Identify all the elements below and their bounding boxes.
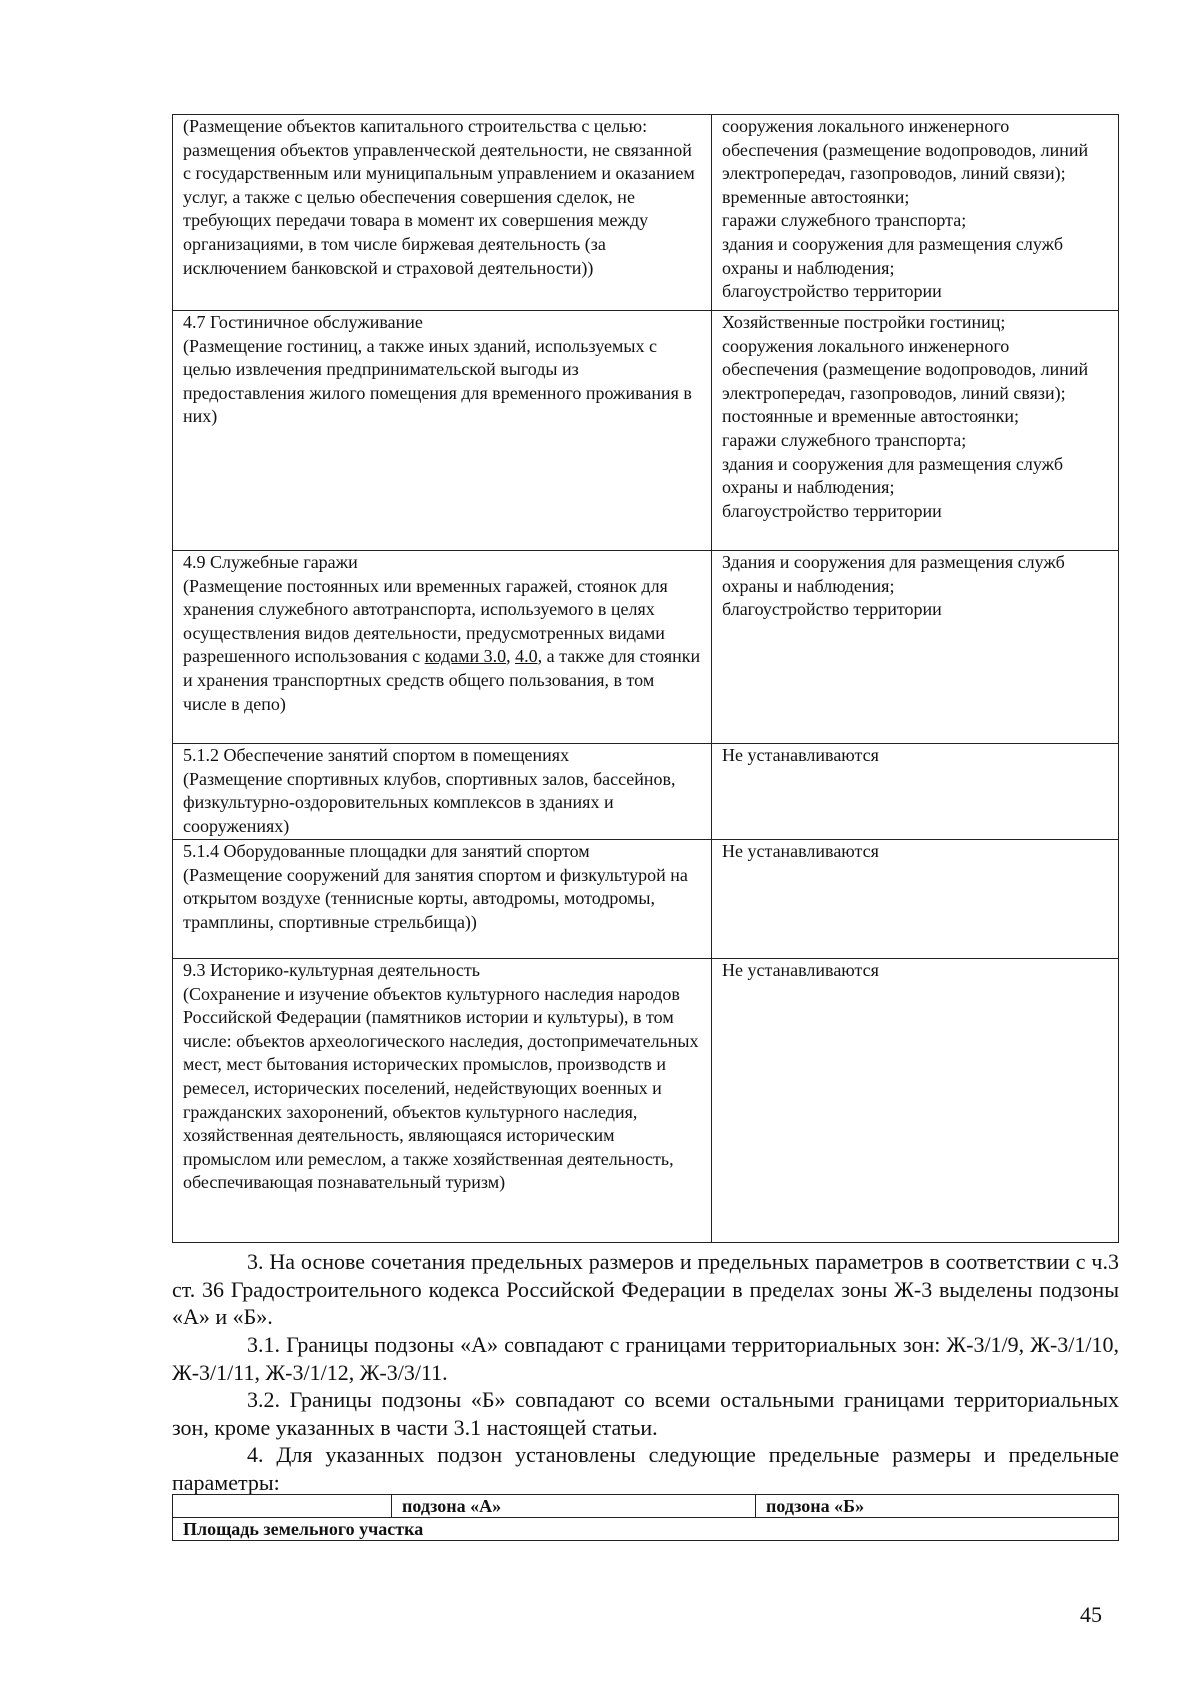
use-description [173,551,712,744]
code-link[interactable]: 4.0 [515,646,538,667]
auxiliary-uses: Хозяйственные постройки гостиниц; сооружения локального инженерного обеспечения (размещение водопроводов, линий электропередач, газопроводов, линий связи); постоянные и временные автостоянки; гаражи служебного транспорта; здания и сооружения для размещения служб охраны и наблюдения; благоустройство территории [712,311,1119,551]
auxiliary-uses: Здания и сооружения для размещения служб охраны и наблюдения; благоустройство территории [712,551,1119,744]
table-row [173,959,1119,1243]
use-description: 5.1.2 Обеспечение занятий спортом в помещениях (Размещение спортивных клубов, спортивных залов, бассейнов, физкультурно-оздоровительных комплексов в зданиях и сооружениях) [173,744,712,840]
use-description: 5.1.4 Оборудованные площадки для занятий спортом (Размещение сооружений для занятия спортом и физкультурой на открытом воздухе (теннисные корты, автодромы, мотодромы, трамплины, спортивные стрельбища)) [173,840,712,959]
permitted-uses-table [172,114,1119,1243]
section-heading: Площадь земельного участка [173,1518,1119,1541]
table-row [173,115,1119,311]
header-subzone-a: подзона «А» [392,1495,756,1518]
use-description: 4.7 Гостиничное обслуживание (Размещение гостиниц, а также иных зданий, используемых с целью извлечения предпринимательской выгоды из предоставления жилого помещения для временного проживания в них) [173,311,712,551]
page-number: 45 [1080,1602,1102,1627]
table-row [173,840,1119,959]
table-row [173,1518,1119,1541]
use-description: 9.3 Историко-культурная деятельность (Сохранение и изучение объектов культурного наследия народов Российской Федерации (памятников истории и культуры), в том числе: объектов археологического наследия, достопримечательных мест, мест бытования исторических промыслов, производств и ремесел, исторических поселений, недействующих военных и гражданских захоронений, объектов культурного наследия, хозяйственная деятельность, являющаяся историческим промыслом или ремеслом, а также хозяйственная деятельность, обеспечивающая познавательный туризм) [173,959,712,1243]
paragraph-3: 3. На основе сочетания предельных размеров и предельных параметров в соответствии с ч.3 ст. 36 Градостроительного кодекса Российской Федерации в пределах зоны Ж-3 выделены подзоны «А» и «Б». [172,1249,1119,1329]
table-row [173,744,1119,840]
header-empty-cell [173,1495,392,1518]
auxiliary-uses: Не устанавливаются [712,744,1119,840]
parameters-table [172,1494,1119,1541]
paragraph-3-2: 3.2. Границы подзоны «Б» совпадают со всеми остальными границами территориальных зон, кроме указанных в части 3.1 настоящей статьи. [172,1387,1119,1440]
auxiliary-uses: сооружения локального инженерного обеспечения (размещение водопроводов, линий электропередач, газопроводов, линий связи); временные автостоянки; гаражи служебного транспорта; здания и сооружения для размещения служб охраны и наблюдения; благоустройство территории [712,115,1119,311]
header-subzone-b: подзона «Б» [756,1495,1119,1518]
auxiliary-uses: Не устанавливаются [712,840,1119,959]
auxiliary-uses: Не устанавливаются [712,959,1119,1243]
use-description: (Размещение объектов капитального строительства с целью: размещения объектов управленческой деятельности, не связанной с государственным или муниципальным управлением и оказанием услуг, а также с целью обеспечения совершения сделок, не требующих передачи товара в момент их совершения между организациями, в том числе биржевая деятельность (за исключением банковской и страховой деятельности)) [173,115,712,311]
paragraph-4: 4. Для указанных подзон установлены следующие предельные размеры и предельные параметры: [172,1442,1119,1495]
table-row [173,311,1119,551]
paragraph-3-1: 3.1. Границы подзоны «А» совпадают с границами территориальных зон: Ж-3/1/9, Ж-3/1/10, Ж-3/1/11, Ж-3/1/12, Ж-3/3/11. [172,1332,1119,1385]
use-text: 4.9 Служебные гаражи (Размещение постоянных или временных гаражей, стоянок для хранения служебного автотранспорта, используемого в целях осуществления видов деятельности, предусмотренных видами разрешенного использования с [183,552,668,667]
table-header-row [173,1495,1119,1518]
code-link[interactable]: кодами 3.0 [424,646,507,667]
use-text-separator: , [506,646,516,667]
use-text: , а также для стоянки и хранения транспортных средств общего пользования, в том числе в депо) [183,646,701,714]
table-row [173,551,1119,744]
